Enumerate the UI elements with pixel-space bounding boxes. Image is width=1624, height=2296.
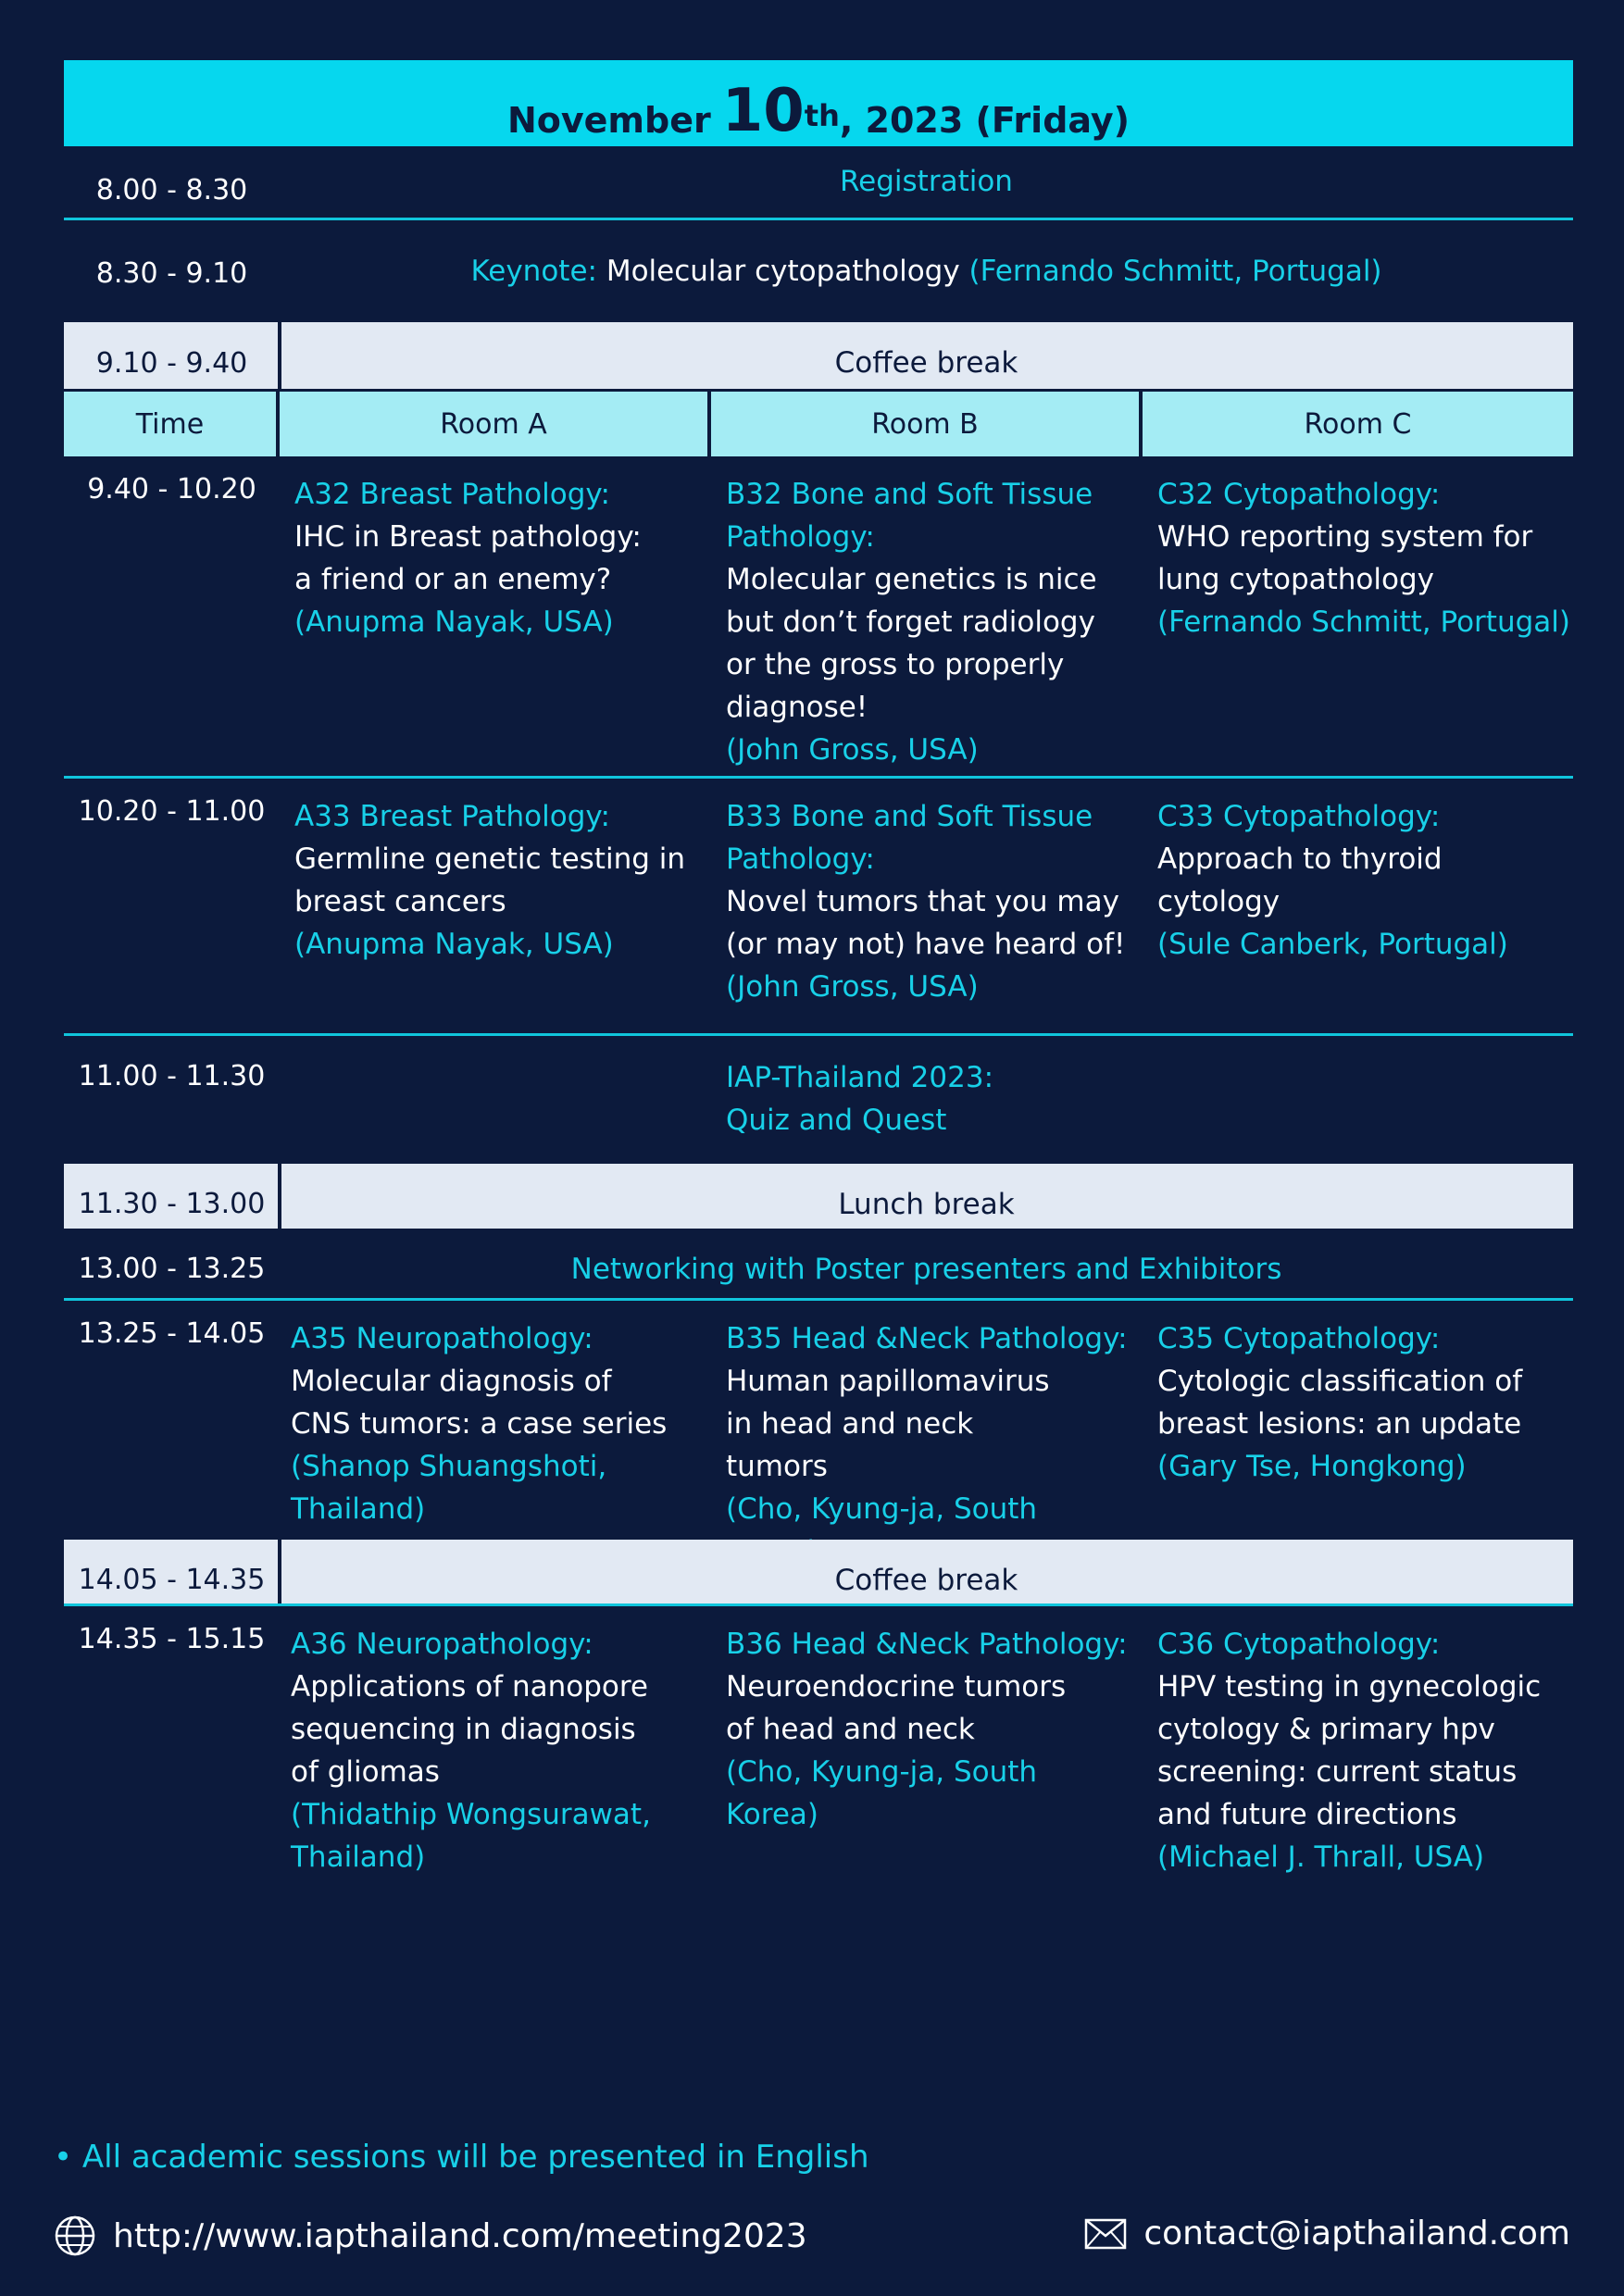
session-title: B32 Bone and Soft Tissue Pathology: (726, 478, 1093, 554)
keynote-title: Molecular cytopathology (606, 255, 960, 288)
session-cell-room-a (280, 456, 711, 776)
session-description: HPV testing in gynecologic cytology & primary hpv screening: current status and future directions (1157, 1670, 1542, 1831)
title-year-weekday: , 2023 (Friday) (839, 100, 1131, 141)
time-label: 13.00 - 13.25 (78, 1253, 266, 1285)
session-speaker: (Thidathip Wongsurawat, Thailand) (291, 1798, 651, 1874)
session-speaker: (Anupma Nayak, USA) (294, 928, 614, 961)
website-link[interactable] (54, 2215, 807, 2257)
coffee-break-label: Coffee break (834, 1564, 1018, 1597)
session-cell-room-b (711, 456, 1143, 776)
session-cell-room-a (280, 1301, 711, 1540)
time-label: 9.10 - 9.40 (95, 347, 248, 380)
session-title: B33 Bone and Soft Tissue Pathology: (726, 800, 1093, 876)
networking-row (64, 1229, 1573, 1301)
session-cell-room-c (1143, 1606, 1573, 1875)
session-cell-room-b (711, 1606, 1143, 1875)
session-speaker: (Sule Canberk, Portugal) (1157, 928, 1508, 961)
session-title: C36 Cytopathology: (1157, 1628, 1441, 1661)
time-label: 14.05 - 14.35 (78, 1564, 266, 1596)
session-description: Molecular genetics is nice but don’t forget radiology or the gross to properly diagnose! (726, 563, 1097, 724)
language-note: • All academic sessions will be presented in English (54, 2139, 869, 2176)
time-label: 13.25 - 14.05 (78, 1317, 266, 1350)
email-link[interactable] (1084, 2215, 1570, 2252)
registration-row (64, 146, 1573, 220)
session-description: Germline genetic testing in breast cancers (294, 842, 686, 918)
session-title: C33 Cytopathology: (1157, 800, 1441, 833)
keynote-speaker: (Fernando Schmitt, Portugal) (968, 255, 1382, 288)
quiz-text (726, 1056, 993, 1142)
session-speaker: (John Gross, USA) (726, 970, 979, 1004)
quiz-title: IAP-Thailand 2023: (726, 1061, 994, 1094)
session-row (64, 1301, 1573, 1540)
session-description: Cytologic classification of breast lesions: an update (1157, 1365, 1523, 1441)
registration-label: Registration (840, 165, 1013, 198)
session-cell-room-c (1143, 456, 1573, 776)
footer (54, 2215, 1570, 2261)
quiz-subtitle: Quiz and Quest (726, 1104, 947, 1137)
lunch-break-row (64, 1164, 1573, 1229)
session-description: Applications of nanopore sequencing in diagnosis of gliomas (291, 1670, 648, 1789)
session-row (64, 1606, 1573, 1875)
title-day-suffix: th (804, 98, 840, 133)
session-title: A32 Breast Pathology: (294, 478, 610, 511)
coffee-break-row (64, 1540, 1573, 1606)
session-description: Approach to thyroid cytology (1157, 842, 1443, 918)
quiz-row (64, 1036, 1573, 1164)
time-label: 11.30 - 13.00 (78, 1188, 266, 1220)
time-label: 9.40 - 10.20 (87, 473, 256, 505)
email-address[interactable]: contact@iapthailand.com (1143, 2215, 1570, 2252)
session-description: WHO reporting system for lung cytopathology (1157, 520, 1533, 596)
coffee-break-row (64, 322, 1573, 389)
session-title: A35 Neuropathology: (291, 1322, 593, 1355)
session-row (64, 456, 1573, 779)
session-title: B36 Head &Neck Pathology: (726, 1628, 1128, 1661)
time-label: 10.20 - 11.00 (78, 795, 266, 828)
session-cell-room-b (711, 1301, 1143, 1540)
session-description: IHC in Breast pathology: a friend or an enemy? (294, 520, 642, 596)
session-cell-room-a (280, 1606, 711, 1875)
lunch-break-label: Lunch break (838, 1188, 1015, 1221)
session-description: Neuroendocrine tumors of head and neck (726, 1670, 1067, 1746)
session-speaker: (Shanop Shuangshoti, Thailand) (291, 1450, 607, 1526)
time-label: 8.30 - 9.10 (95, 257, 248, 290)
page-title (64, 60, 1573, 146)
keynote-text (280, 255, 1573, 288)
session-title: B35 Head &Neck Pathology: (726, 1322, 1128, 1355)
session-speaker: (Gary Tse, Hongkong) (1157, 1450, 1467, 1483)
globe-icon (54, 2215, 96, 2257)
schedule-page (64, 60, 1573, 1875)
session-title: C35 Cytopathology: (1157, 1322, 1441, 1355)
header-room-c: Room C (1304, 407, 1412, 441)
session-speaker: (Cho, Kyung-ja, South Korea) (726, 1755, 1038, 1831)
keynote-row (64, 220, 1573, 322)
session-title: C32 Cytopathology: (1157, 478, 1441, 511)
session-cell-room-a (280, 779, 711, 1033)
envelope-icon (1084, 2218, 1127, 2250)
header-room-b: Room B (711, 392, 1143, 456)
session-speaker: (Michael J. Thrall, USA) (1157, 1841, 1485, 1874)
session-speaker: (Fernando Schmitt, Portugal) (1157, 605, 1570, 639)
session-cell-room-c (1143, 1301, 1573, 1540)
networking-label: Networking with Poster presenters and Exhibitors (570, 1253, 1282, 1286)
session-speaker: (Cho, Kyung-ja, South (726, 1492, 1038, 1526)
session-title: A33 Breast Pathology: (294, 800, 610, 833)
header-room-a: Room A (280, 392, 711, 456)
time-label: 14.35 - 15.15 (78, 1623, 266, 1655)
session-speaker: (Anupma Nayak, USA) (294, 605, 614, 639)
title-day: 10 (721, 77, 805, 145)
session-title: A36 Neuropathology: (291, 1628, 593, 1661)
title-month: November (506, 100, 711, 141)
session-speaker: (John Gross, USA) (726, 733, 979, 767)
session-description: Molecular diagnosis of CNS tumors: a case series (291, 1365, 668, 1441)
time-label: 8.00 - 8.30 (95, 174, 248, 206)
room-header-row (64, 392, 1573, 456)
session-description: Human papillomavirus in head and neck tumors (726, 1365, 1050, 1483)
session-cell-room-c (1143, 779, 1573, 1033)
header-time: Time (64, 392, 280, 456)
session-description: Novel tumors that you may (or may not) have heard of! (726, 885, 1126, 961)
session-cell-room-b (711, 779, 1143, 1033)
coffee-break-label: Coffee break (834, 346, 1018, 380)
time-label: 11.00 - 11.30 (78, 1060, 266, 1092)
session-row (64, 779, 1573, 1036)
keynote-prefix: Keynote: (470, 255, 597, 288)
website-url[interactable]: http://www.iapthailand.com/meeting2023 (113, 2216, 807, 2255)
